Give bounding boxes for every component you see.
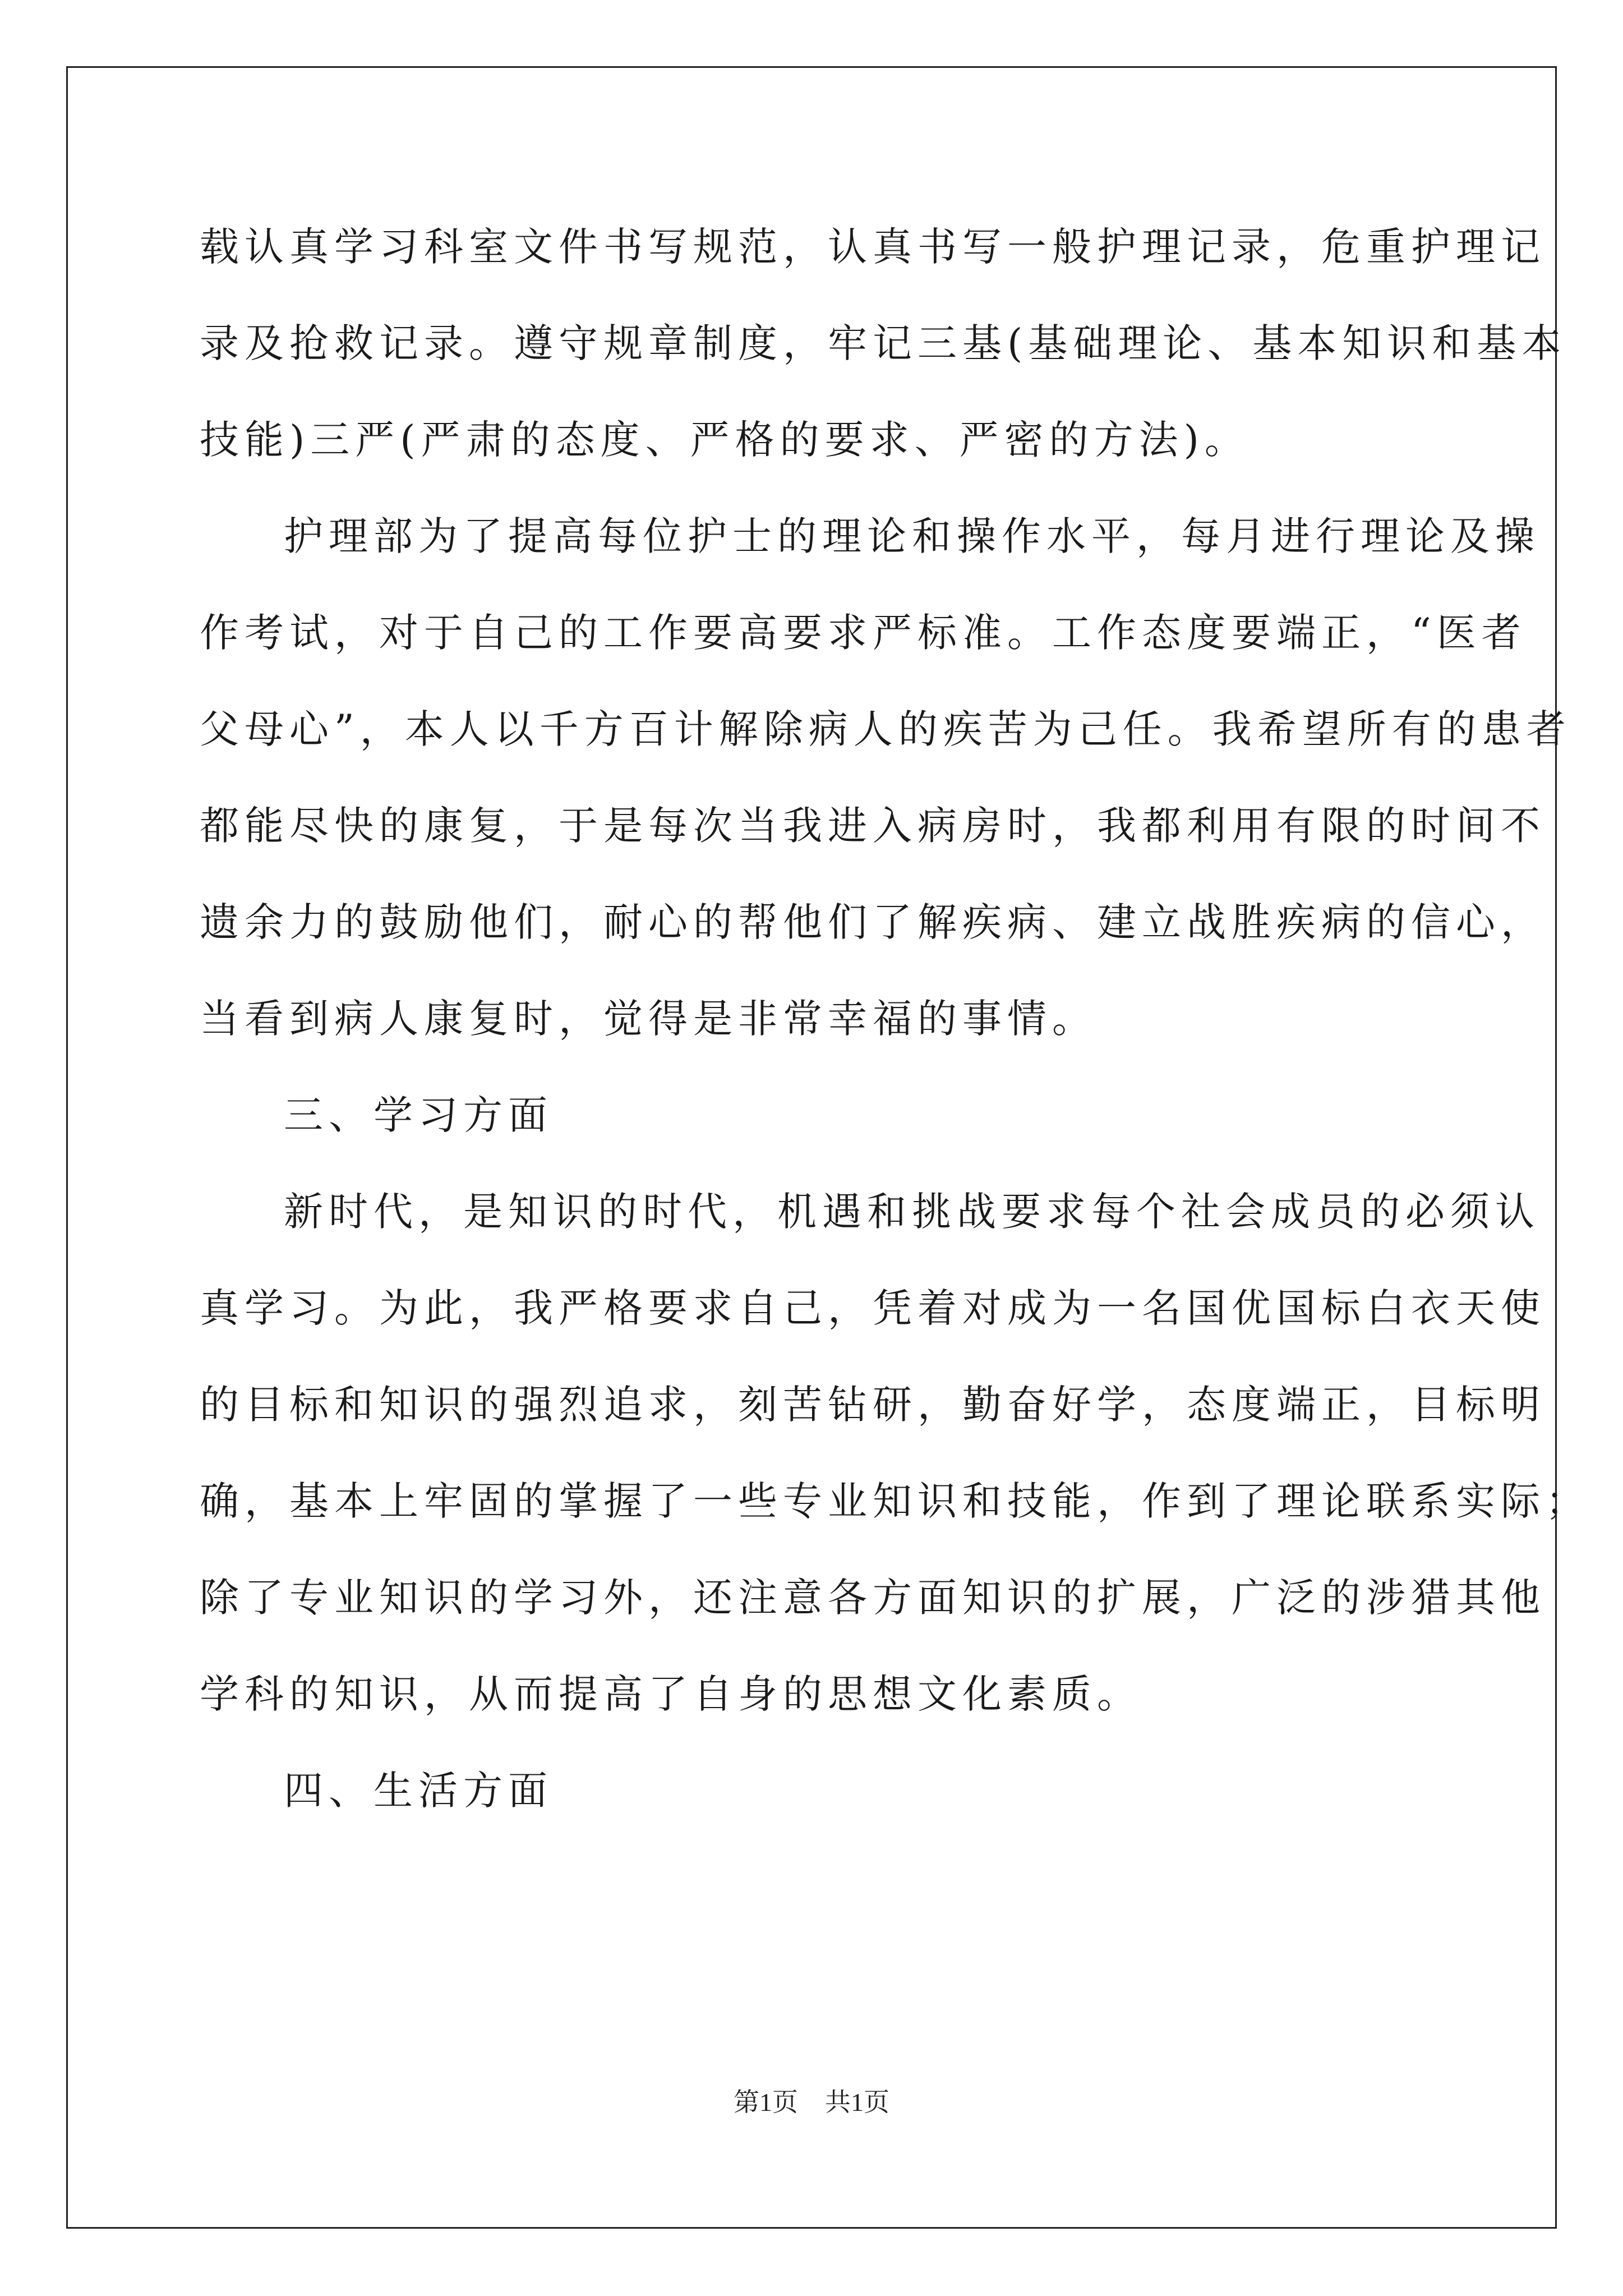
text-line: 都能尽快的康复，于是每次当我进入病房时，我都利用有限的时间不 <box>200 803 1546 849</box>
document-body <box>200 213 1590 1853</box>
paragraph-first-line: 新时代，是知识的时代，机遇和挑战要求每个社会成员的必须认 <box>284 1189 1540 1235</box>
text-line: 遗余力的鼓励他们，耐心的帮他们了解疾病、建立战胜疾病的信心， <box>200 899 1546 945</box>
text-line: 学科的知识，从而提高了自身的思想文化素质。 <box>200 1671 1142 1717</box>
text-line: 真学习。为此，我严格要求自己，凭着对成为一名国优国标白衣天使 <box>200 1285 1546 1331</box>
section-heading-life: 四、生活方面 <box>284 1768 553 1814</box>
text-line: 除了专业知识的学习外，还注意各方面知识的扩展，广泛的涉猎其他 <box>200 1575 1546 1621</box>
text-line: 的目标和知识的强烈追求，刻苦钻研，勤奋好学，态度端正，目标明 <box>200 1382 1546 1428</box>
section-heading-study: 三、学习方面 <box>284 1092 553 1138</box>
text-line: 录及抢救记录。遵守规章制度，牢记三基(基础理论、基本知识和基本 <box>200 320 1567 366</box>
text-line: 载认真学习科室文件书写规范，认真书写一般护理记录，危重护理记 <box>200 224 1546 270</box>
page-footer <box>0 2086 1623 2119</box>
page-total: 共1页 <box>825 2088 889 2116</box>
text-line: 技能)三严(严肃的态度、严格的要求、严密的方法)。 <box>200 417 1249 463</box>
page-number: 第1页 <box>734 2088 798 2116</box>
paragraph-first-line: 护理部为了提高每位护士的理论和操作水平，每月进行理论及操 <box>284 513 1540 559</box>
text-line: 当看到病人康复时，觉得是非常幸福的事情。 <box>200 996 1097 1042</box>
text-line: 作考试，对于自己的工作要高要求严标准。工作态度要端正，“医者 <box>200 610 1527 656</box>
text-line: 父母心”，本人以千方百计解除病人的疾苦为己任。我希望所有的患者 <box>200 706 1571 752</box>
text-line: 确，基本上牢固的掌握了一些专业知识和技能，作到了理论联系实际； <box>200 1478 1590 1524</box>
